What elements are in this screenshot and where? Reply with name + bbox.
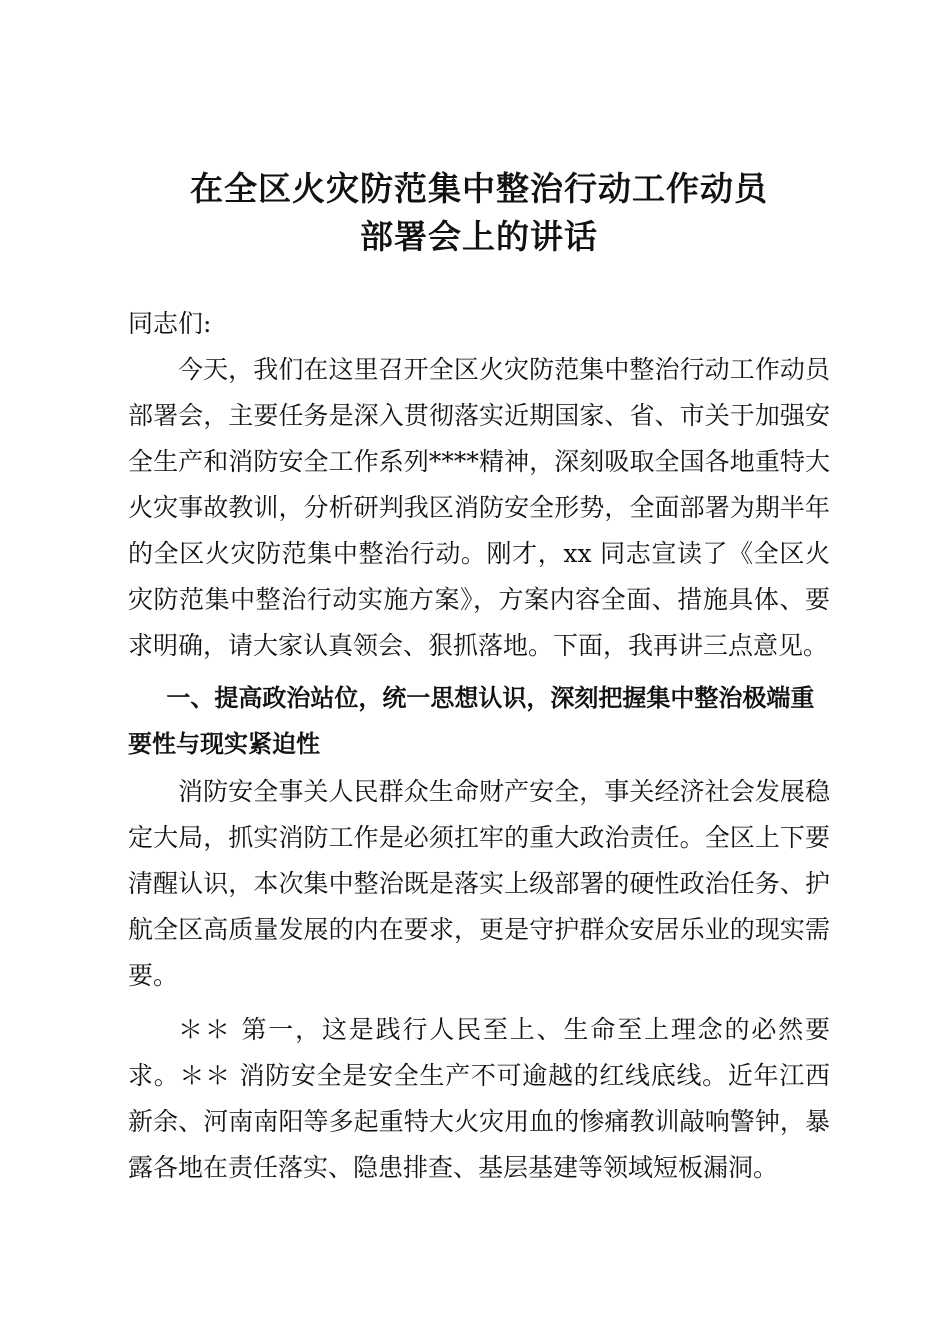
title-line-1: 在全区火灾防范集中整治行动工作动员 [190,169,768,208]
document-page [128,165,830,1191]
section-1-paragraph-2: ＊＊ 第一，这是践行人民至上、生命至上理念的必然要求。＊＊ 消防安全是安全生产不可逾越的红线底线。近年江西新余、河南南阳等多起重特大火灾用血的惨痛教训敲响警钟，暴露各地在责任落实、隐患排查、基层基建等领域短板漏洞。 [128,1015,830,1182]
document-title [128,165,830,261]
section-1-heading: 一、提高政治站位，统一思想认识，深刻把握集中整治极端重要性与现实紧迫性 [128,684,815,758]
title-line-2: 部署会上的讲话 [360,217,598,256]
section-1-paragraph-1: 消防安全事关人民群众生命财产安全，事关经济社会发展稳定大局，抓实消防工作是必须扛牢的重大政治责任。全区上下要清醒认识，本次集中整治既是落实上级部署的硬性政治任务、护航全区高质量发展的内在要求，更是守护群众安居乐业的现实需要。 [128,777,830,990]
salutation: 同志们: [128,309,212,338]
intro-paragraph: 今天，我们在这里召开全区火灾防范集中整治行动工作动员部署会，主要任务是深入贯彻落实近期国家、省、市关于加强安全生产和消防安全工作系列****精神，深刻吸取全国各地重特大火灾事故教训，分析研判我区消防安全形势，全面部署为期半年的全区火灾防范集中整治行动。刚才，xx 同志宣读了《全区火灾防范集中整治行动实施方案》，方案内容全面、措施具体、要求明确，请大家认真领会、狠抓落地。下面，我再讲三点意见。 [128,355,830,660]
